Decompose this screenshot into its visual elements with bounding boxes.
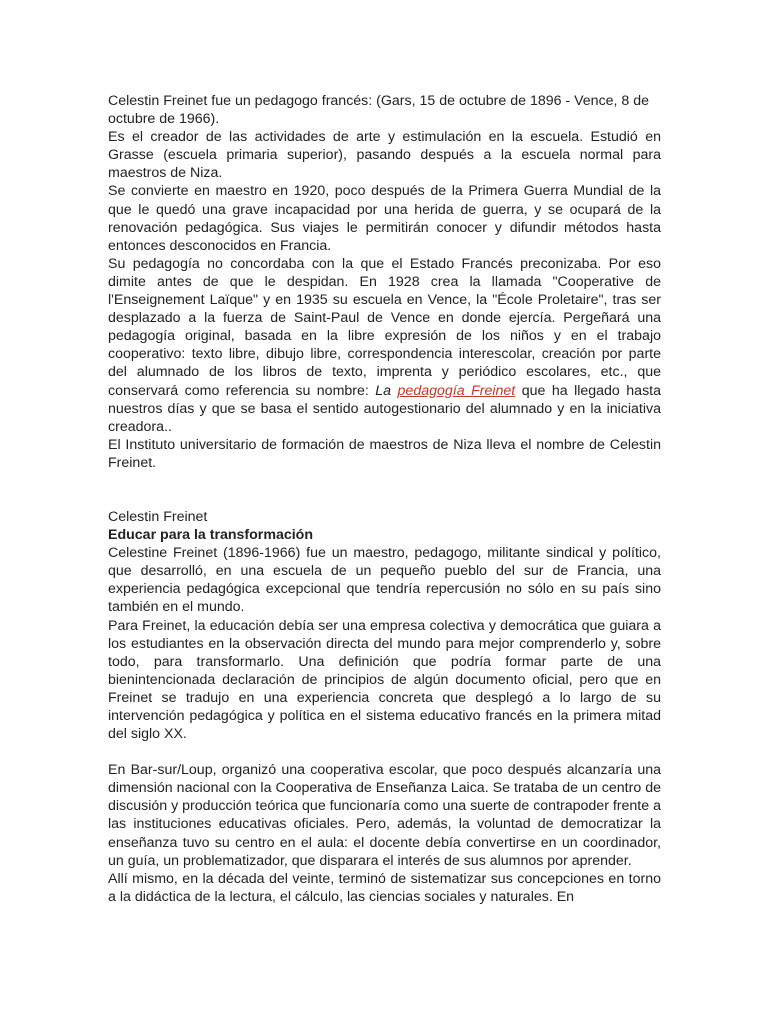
pedagogy-text: Su pedagogía no concordaba con la que el Estado Francés preconizaba. Por eso dimite antes de que le despidan. En 1928 crea la llamada "Cooperative de l'Enseignement Laïque" y en 1935 su escuela en Vence, la "École Proletaire", tras ser desplazado a la fuerza de Saint-Paul de Vence en donde ejercía. Pergeñará una pedagogía original, basada en la libre expresión de los niños y en el trabajo cooperativo: texto libre, dibujo libre, correspondencia interescolar, creación por parte del alumnado de los libros de texto, imprenta y periódico escolares, etc., que conservará como referencia su nombre: — [108, 255, 661, 399]
pedagogia-freinet-link[interactable]: pedagogía Freinet — [397, 382, 516, 399]
section-heading: Educar para la transformación — [108, 527, 313, 544]
paragraph-creator: Es el creador de las actividades de arte y estimulación en la escuela. Estudió en Grasse (escuela primaria superior), pasando después a la escuela normal para maestros de Niza. — [108, 129, 661, 182]
paragraph-pedagogy — [108, 255, 661, 436]
paragraph-teacher: Se convierte en maestro en 1920, poco después de la Primera Guerra Mundial de la que le quedó una grave incapacidad por una herida de guerra, y se ocupará de la renovación pedagógica. Sus viajes le permitirán conocer y difundir métodos hasta entonces desconocidos en Francia. — [108, 183, 661, 254]
paragraph-intro: Celestin Freinet fue un pedagogo francés: (Gars, 15 de octubre de 1896 - Vence, 8 de octubre de 1966). — [108, 93, 650, 128]
paragraph-didactics: Allí mismo, en la década del veinte, terminó de sistematizar sus concepciones en torno a la didáctica de la lectura, el cálculo, las ciencias sociales y naturales. En — [108, 870, 661, 905]
document-page — [108, 92, 661, 906]
author-line: Celestin Freinet — [108, 508, 208, 525]
pedagogy-italic: La — [375, 382, 392, 399]
section-spacer — [108, 472, 661, 508]
paragraph-cooperative: En Bar-sur/Loup, organizó una cooperativa escolar, que poco después alcanzaría una dimensión nacional con la Cooperativa de Enseñanza Laica. Se trataba de un centro de discusión y producción teórica que funcionaría como una suerte de contrapoder frente a las instituciones educativas oficiales. Pero, además, la voluntad de democratizar la enseñanza tuvo su centro en el aula: el docente debía convertirse en un coordinador, un guía, un problematizador, que disparara el interés de sus alumnos por aprender. — [108, 762, 661, 869]
pedagogy-text-end: que ha llegado hasta nuestros días y que se basa el sentido autogestionario del alumnado y en la iniciativa creadora.. — [108, 382, 661, 435]
paragraph-education: Para Freinet, la educación debía ser una empresa colectiva y democrática que guiara a los estudiantes en la observación directa del mundo para mejor comprenderlo y, sobre todo, para transformarlo. Una definición que podría formar parte de una bienintencionada declaración de principios de algún documento oficial, pero que en Freinet se tradujo en una experiencia concreta que desplegó a lo largo de su intervención pedagógica y política en el sistema educativo francés en la primera mitad del siglo XX. — [108, 617, 661, 743]
paragraph-institute: El Instituto universitario de formación de maestros de Niza lleva el nombre de Celestin Freinet. — [108, 436, 661, 471]
paragraph-spacer — [108, 743, 661, 761]
paragraph-biography: Celestine Freinet (1896-1966) fue un maestro, pedagogo, militante sindical y político, que desarrolló, en una escuela de un pequeño pueblo del sur de Francia, una experiencia pedagógica excepcional que tendría repercusión no sólo en su país sino también en el mundo. — [108, 545, 661, 616]
